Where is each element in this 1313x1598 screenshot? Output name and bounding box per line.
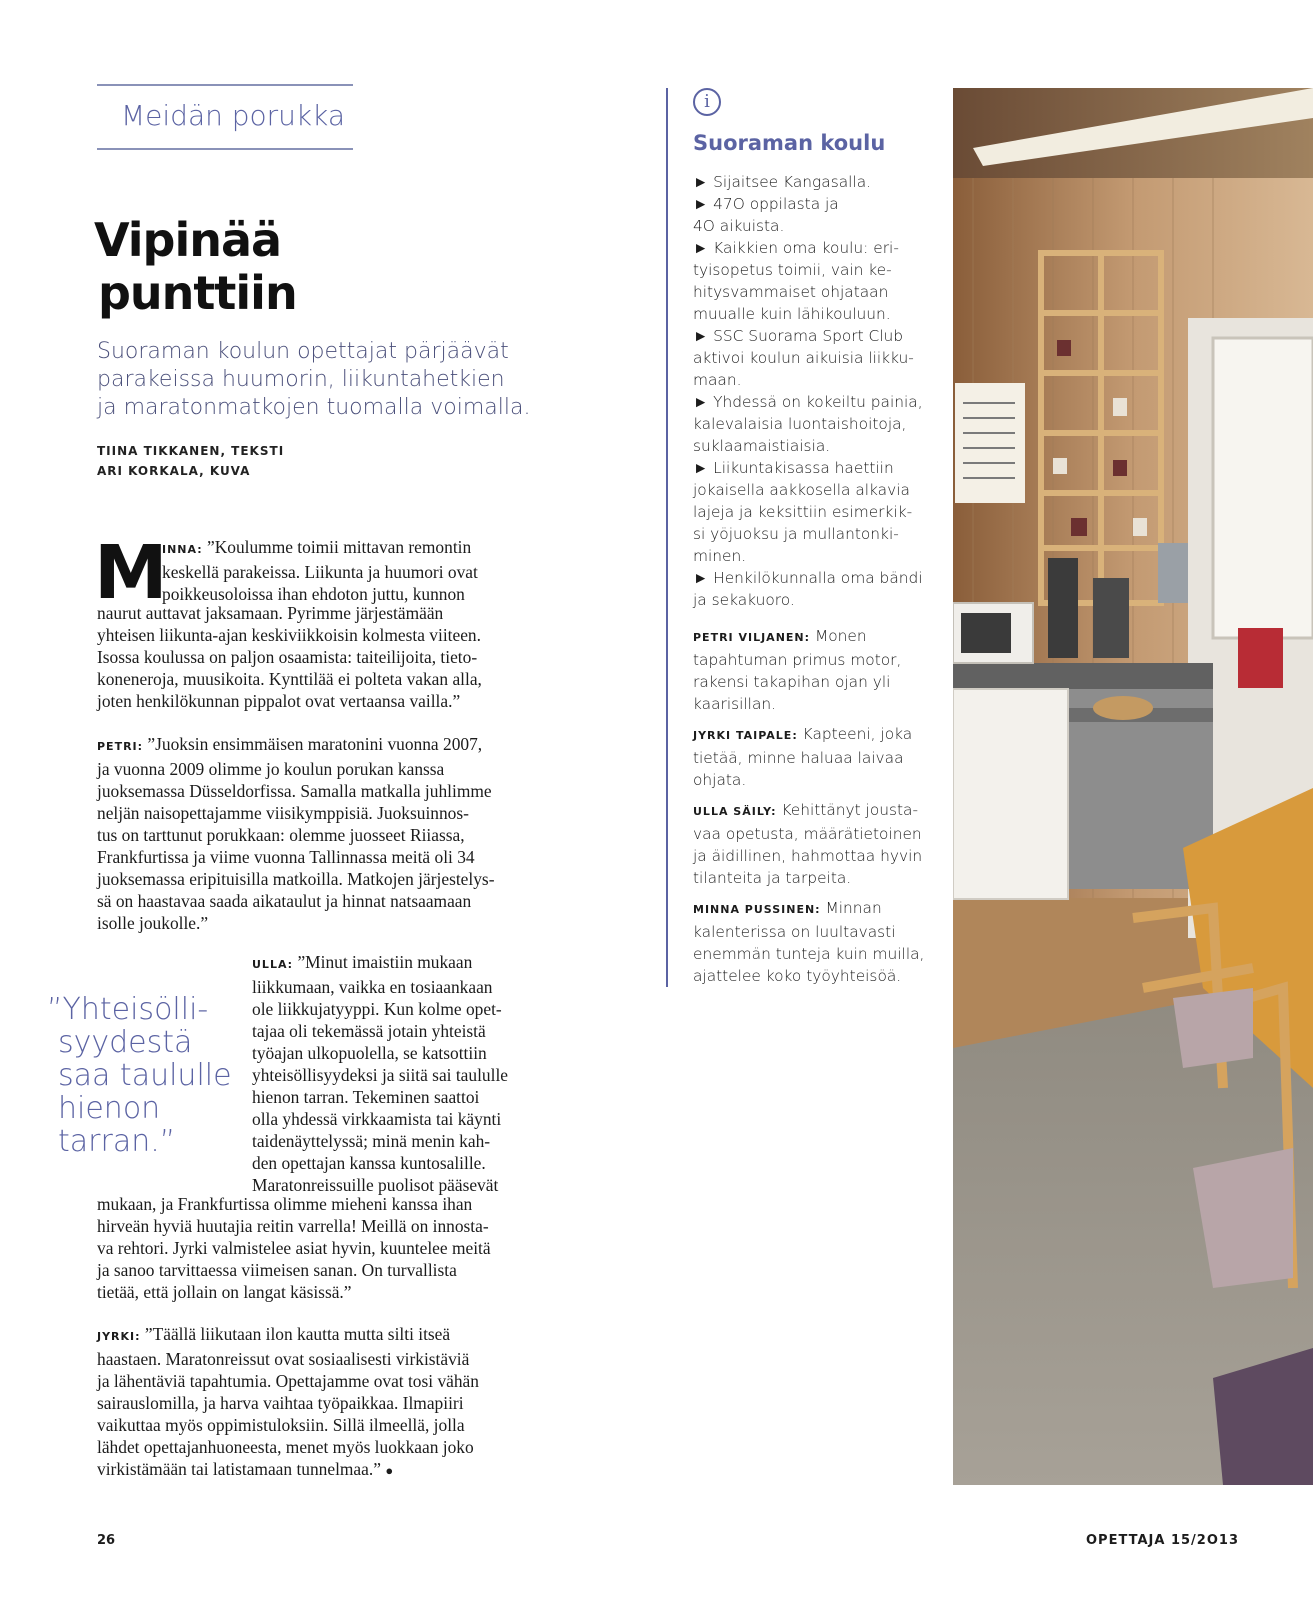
body-line: den opettajan kanssa kuntosalille. [252,1153,486,1173]
body-line: koneneroja, muusikoita. Kynttilää ei polteta vakan alla, [97,669,482,689]
body-line: vaikuttaa myös oppimistuloksiin. Sillä ilmeellä, jolla [97,1415,465,1435]
info-line: vaa opetusta, määrätietoinen [693,825,922,843]
minna-intro [162,536,478,605]
body-line: juoksemassa eripituisilla matkoilla. Matkojen järjestelys- [97,869,495,889]
info-line: ► Sijaitsee Kangasalla. [693,173,872,191]
headline [94,214,414,320]
lead-paragraph [97,338,531,422]
info-line: ► Kaikkien oma koulu: eri- [693,239,899,257]
pull-quote [47,993,232,1158]
pull-quote-line: tarran.” [58,1124,176,1159]
lead-line: parakeissa huumorin, liikuntahetkien [97,367,505,392]
body-line: olla yhdessä virkkaamista tai käynti [252,1109,502,1129]
body-line: keskellä parakeissa. Liikunta ja huumori ovat [162,562,478,582]
ulla-paragraph [252,951,508,1196]
body-line: ”Juoksin ensimmäisen maratonini vuonna 2007, [147,734,483,754]
end-mark-icon: ● [385,1463,394,1478]
info-line: tietää, minne haluaa laivaa [693,749,904,767]
body-line: hirveän hyviä huutajia reitin varrella! Meillä on innosta- [97,1216,489,1236]
person-name: PETRI VILJANEN: [693,631,811,644]
body-line: mukaan, ja Frankfurtissa olimme mieheni kanssa ihan [97,1194,473,1214]
info-line: minen. [693,547,747,565]
body-line: va rehtori. Jyrki valmistelee asiat hyvin, kuuntelee meitä [97,1238,491,1258]
body-line: liikkumaan, vaikka en tosiaankaan [252,977,493,997]
body-line: ja vuonna 2009 olimme jo koulun porukan kanssa [97,759,445,779]
body-line: juoksemassa Düsseldorfissa. Samalla matkalla juhlimme [97,781,492,801]
body-line: taidenäyttelyssä; minä menin kah- [252,1131,491,1151]
info-box-title: Suoraman koulu [693,131,886,155]
info-line: rakensi takapihan ojan yli [693,673,891,691]
pull-quote-line: syydestä [58,1025,193,1060]
body-line: neljän naisopettajamme viisikymppisiä. Juoksuinnos- [97,803,469,823]
byline [97,441,284,481]
body-line: yhteisen liikunta-ajan keskiviikkoisin kolmesta viiteen. [97,625,481,645]
lead-line: ja maratonmatkojen tuomalla voimalla. [97,395,531,420]
minna-body [97,602,482,712]
info-line: ► Yhdessä on kokeiltu painia, [693,393,923,411]
page-number: 26 [97,1533,116,1548]
info-line: jokaisella aakkosella alkavia [693,481,910,499]
body-line: Isossa koulussa on paljon osaamista: taiteilijoita, tieto- [97,647,478,667]
body-line: lähdet opettajanhuoneesta, menet myös luokkaan joko [97,1437,474,1457]
info-line: maan. [693,371,742,389]
info-person [693,897,924,987]
drop-cap: M [94,530,168,616]
info-icon: i [693,88,721,116]
pull-quote-line: ”Yhteisölli- [47,992,209,1027]
body-line: tajaa oli tekemässä jotain yhteistä [252,1021,486,1041]
info-line: aktivoi koulun aikuisia liikku- [693,349,914,367]
body-line: Maratonreissuille puolisot pääsevät [252,1175,499,1195]
speaker-label: JYRKI: [97,1330,141,1343]
info-line: Kapteeni, joka [802,725,913,743]
body-line: haastaen. Maratonreissut ovat sosiaalisesti virkistäviä [97,1349,470,1369]
body-line: ”Koulumme toimii mittavan remontin [206,537,472,557]
info-line: ► SSC Suorama Sport Club [693,327,904,345]
info-line: lajeja ja keksittiin esimerkik- [693,503,913,521]
magazine-issue: OPETTAJA 15/2O13 [1086,1533,1239,1548]
info-line: tyisopetus toimii, vain ke- [693,261,892,279]
info-line: si yöjuoksu ja mullantonki- [693,525,899,543]
info-line: ► Henkilökunnalla oma bändi [693,569,923,587]
person-name: MINNA PUSSINEN: [693,903,821,916]
byline-text: TIINA TIKKANEN, TEKSTI [97,444,285,458]
body-line: isolle joukolle.” [97,913,209,933]
section-label [97,84,353,150]
ulla-paragraph-cont [97,1193,491,1303]
info-facts [693,171,923,611]
body-line: sä on haastavaa saada aikataulut ja hinnat natsaamaan [97,891,472,911]
body-line: ole liikkujatyyppi. Kun kolme opet- [252,999,502,1019]
lead-line: Suoraman koulun opettajat pärjäävät [97,339,509,364]
byline-photo: ARI KORKALA, KUVA [97,464,251,478]
info-line: ajattelee koko työyhteisöä. [693,967,902,985]
info-line: Monen [814,627,867,645]
body-line: tus on tarttunut porukkaan: olemme juosseet Riiassa, [97,825,465,845]
body-line: ja sanoo tarvittaessa viimeisen sanan. On turvallista [97,1260,457,1280]
info-line: 4O aikuista. [693,217,785,235]
staffroom-photo [953,88,1313,1485]
headline-line: punttiin [98,266,297,320]
info-line: kaarisillan. [693,695,777,713]
body-line: sairauslomilla, ja harva vaihtaa työpaikkaa. Ilmapiiri [97,1393,464,1413]
info-person [693,723,912,791]
info-line: tapahtuman primus motor, [693,651,902,669]
headline-line: Vipinää [94,213,282,267]
person-name: ULLA SÄILY: [693,805,777,818]
info-line: muualle kuin lähikouluun. [693,305,891,323]
body-line: hienon tarran. Tekeminen saattoi [252,1087,480,1107]
info-line: kalevalaisia luontaishoitoja, [693,415,907,433]
body-line: ”Minut imaistiin mukaan [297,952,473,972]
body-line: virkistämään tai latistamaan tunnelmaa.” [97,1459,381,1479]
pull-quote-line: hienon [58,1091,161,1126]
info-box-rule [666,88,668,987]
pull-quote-line: saa taululle [58,1058,232,1093]
info-line: ohjata. [693,771,747,789]
body-line: ja lähentäviä tapahtumia. Opettajamme ovat tosi vähän [97,1371,479,1391]
body-line: joten henkilökunnan pippalot ovat vertaansa vailla.” [97,691,461,711]
info-line: ► Liikuntakisassa haettiin [693,459,894,477]
info-line: Kehittänyt jousta- [781,801,919,819]
info-line: kalenterissa on luultavasti [693,923,896,941]
info-line: Minnan [825,899,882,917]
body-line: yhteisöllisyydeksi ja siitä sai taululle [252,1065,508,1085]
info-line: tilanteita ja tarpeita. [693,869,852,887]
body-line: työajan ulkopuolella, se katsottiin [252,1043,487,1063]
info-line: suklaamaistiaisia. [693,437,831,455]
jyrki-paragraph [97,1323,479,1482]
info-person [693,799,922,889]
section-label-text: Meidän porukka [121,99,345,132]
info-line: enemmän tunteja kuin muilla, [693,945,925,963]
person-name: JYRKI TAIPALE: [693,729,798,742]
body-line: naurut auttavat jaksamaan. Pyrimme järjestämään [97,603,444,623]
body-line: poikkeusoloissa ihan ehdoton juttu, kunnon [162,584,465,604]
speaker-label: ULLA: [252,958,294,971]
info-line: ja sekakuoro. [693,591,795,609]
body-line: ”Täällä liikutaan ilon kautta mutta silti itseä [144,1324,451,1344]
info-line: hitysvammaiset ohjataan [693,283,889,301]
body-line: tietää, että jollain on langat käsissä.” [97,1282,352,1302]
info-line: ► 47O oppilasta ja [693,195,839,213]
petri-paragraph [97,733,494,934]
info-line: ja äidillinen, hahmottaa hyvin [693,847,923,865]
speaker-label: INNA: [162,543,203,556]
info-person [693,625,901,715]
speaker-label: PETRI: [97,740,144,753]
body-line: Frankfurtissa ja viime vuonna Tallinnassa meitä oli 34 [97,847,475,867]
